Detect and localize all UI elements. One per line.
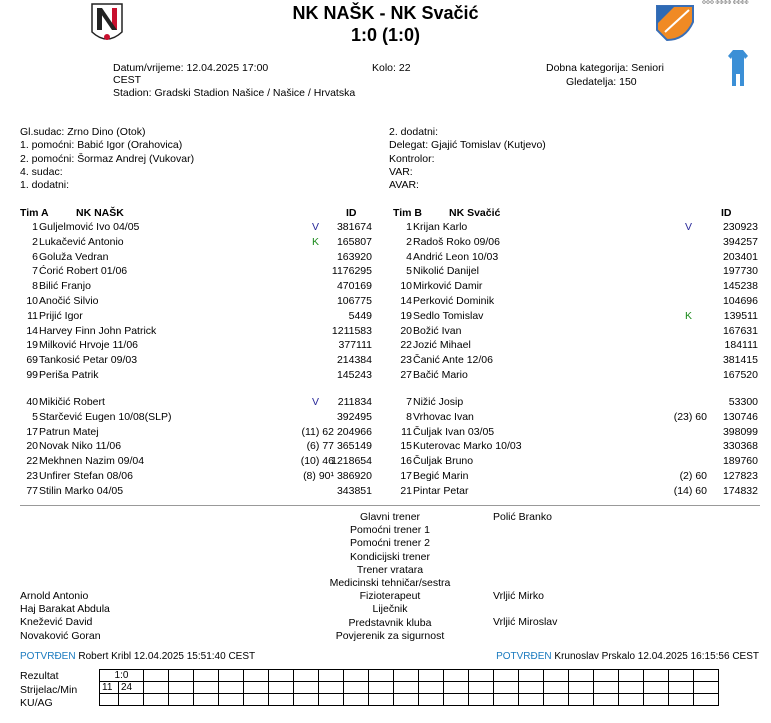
- player-name: Stilin Marko 04/05: [39, 484, 124, 497]
- player-row: [0, 396, 771, 410]
- grid-cell: [644, 682, 669, 694]
- player-name: Starčević Eugen 10/08(SLP): [39, 410, 172, 423]
- grid-cell: [644, 670, 669, 682]
- player-name: Begić Marin: [413, 470, 469, 482]
- top-right-text: ΦΦΦ ΦΦΦΦ ΦΦΦΦ: [702, 0, 749, 6]
- player-name: Prijić Igor: [39, 309, 83, 322]
- player-row: [0, 295, 771, 309]
- grid-cell: [669, 694, 694, 706]
- player-name: Periša Patrik: [39, 369, 99, 381]
- player-number: 17: [400, 470, 412, 482]
- player-number: 22: [26, 455, 38, 468]
- player-id: 214384: [336, 354, 372, 367]
- grid-cell: [569, 694, 594, 706]
- player-id: 1211583: [331, 324, 372, 337]
- grid-cell: [569, 670, 594, 682]
- grid-cell: [544, 682, 569, 694]
- player-id: 398099: [722, 425, 758, 438]
- confirm-status-left: POTVRĐEN: [20, 651, 76, 662]
- grid-cell: [144, 682, 169, 694]
- player-id: 377111: [338, 339, 372, 352]
- player-id: 1218654: [331, 455, 372, 468]
- player-number: 2: [32, 235, 38, 248]
- team-b-physio: Vrljić Mirko: [493, 590, 544, 602]
- player-id: 1176295: [331, 265, 372, 278]
- team-b-club-rep: Vrljić Miroslav: [493, 616, 558, 628]
- player-id: 53300: [728, 396, 758, 408]
- staff-role: Pomoćni trener 1: [350, 524, 430, 537]
- staff-role: Predstavnik kluba: [348, 616, 432, 629]
- player-name: Tankosić Petar 09/03: [39, 354, 138, 367]
- grid-cell: [494, 694, 519, 706]
- team-b-head-coach: Polić Branko: [493, 511, 552, 523]
- grid-cell: [694, 694, 719, 706]
- player-id: 174832: [722, 484, 758, 497]
- grid-cell: [619, 694, 644, 706]
- player-name: Unfirer Stefan 08/06: [39, 470, 133, 482]
- grid-cell: [669, 670, 694, 682]
- player-row: [0, 339, 771, 353]
- player-name: Čuljak Bruno: [413, 455, 474, 468]
- player-id: 392495: [336, 410, 372, 423]
- official-left-line: 1. pomoćni: Babić Igor (Orahovica): [20, 139, 183, 152]
- player-row: [0, 325, 771, 339]
- player-id: 127823: [722, 470, 758, 482]
- match-round: Kolo: 22: [372, 62, 411, 74]
- player-number: 10: [26, 295, 38, 307]
- player-id: 203401: [722, 250, 758, 263]
- official-right-line: VAR:: [389, 165, 413, 178]
- grid-cell: [344, 682, 369, 694]
- row-label-rezultat: Rezultat: [20, 670, 59, 682]
- player-row: [0, 411, 771, 425]
- player-row: [0, 221, 771, 235]
- staff-role: Trener vratara: [356, 563, 424, 576]
- player-name: Nikolić Danijel: [413, 265, 479, 278]
- official-left-line: 1. dodatni:: [20, 179, 70, 192]
- player-number: 2: [406, 235, 412, 248]
- grid-cell: [319, 670, 344, 682]
- player-row: [0, 251, 771, 265]
- grid-cell: [119, 694, 144, 706]
- grid-cell: [244, 670, 269, 682]
- grid-cell: 24: [119, 682, 144, 694]
- grid-cell: [169, 682, 194, 694]
- grid-cell: [269, 682, 294, 694]
- player-role-mark: V: [312, 221, 320, 233]
- grid-cell: [344, 670, 369, 682]
- player-row: [0, 369, 771, 383]
- player-name: Čanić Ante 12/06: [413, 354, 493, 367]
- player-substitution: (2) 60: [679, 470, 707, 482]
- player-substitution: (10) 46: [300, 455, 334, 468]
- grid-cell: [419, 670, 444, 682]
- player-substitution: (14) 60: [673, 484, 707, 497]
- grid-cell: [219, 694, 244, 706]
- team-b-label: Tim B: [393, 207, 422, 219]
- staff-role: Medicinski tehničar/sestra: [329, 577, 451, 589]
- player-number: 6: [32, 250, 38, 263]
- grid-cell: [169, 694, 194, 706]
- player-id: 106775: [336, 295, 372, 307]
- player-number: 7: [406, 396, 412, 408]
- player-name: Radoš Roko 09/06: [413, 235, 500, 248]
- grid-cell: [369, 670, 394, 682]
- official-right-line: Kontrolor:: [389, 152, 435, 165]
- grid-cell: 1:0: [100, 670, 144, 682]
- player-row: [0, 485, 771, 499]
- player-name: Andrić Leon 10/03: [413, 250, 499, 263]
- player-id: 365149: [336, 440, 372, 453]
- divider: [20, 505, 760, 506]
- player-name: Harvey Finn John Patrick: [39, 324, 157, 337]
- team-a-staff-name: Novaković Goran: [20, 629, 101, 642]
- grid-cell: [519, 670, 544, 682]
- player-row: [0, 280, 771, 294]
- grid-cell: [394, 694, 419, 706]
- confirm-left: [20, 651, 255, 662]
- grid-cell: [544, 670, 569, 682]
- grid-cell: [669, 682, 694, 694]
- player-name: Jozić Mihael: [413, 339, 471, 352]
- player-id: 394257: [722, 235, 758, 248]
- player-id: 204966: [336, 425, 372, 438]
- grid-cell: [519, 694, 544, 706]
- player-number: 16: [400, 455, 412, 468]
- grid-cell: [419, 682, 444, 694]
- grid-cell: [244, 682, 269, 694]
- player-substitution: (6) 77: [306, 440, 334, 453]
- official-left-line: 4. sudac:: [20, 165, 63, 178]
- player-substitution: (8) 90¹: [303, 470, 334, 482]
- player-id: 163920: [336, 250, 372, 263]
- official-right-line: 2. dodatni:: [389, 126, 439, 138]
- grid-cell: [594, 694, 619, 706]
- player-name: Čuljak Ivan 03/05: [413, 425, 495, 438]
- grid-cell: [219, 670, 244, 682]
- player-id: 167631: [722, 324, 758, 337]
- grid-cell: [219, 682, 244, 694]
- player-number: 17: [26, 425, 38, 438]
- grid-cell: [419, 694, 444, 706]
- player-name: Božić Ivan: [413, 324, 462, 337]
- player-row: [0, 265, 771, 279]
- player-number: 8: [406, 410, 412, 423]
- player-id: 145238: [722, 280, 758, 293]
- player-row: [0, 310, 771, 324]
- player-number: 4: [406, 250, 412, 263]
- player-number: 7: [32, 265, 38, 278]
- player-id: 343851: [336, 484, 372, 497]
- player-number: 11: [401, 425, 412, 438]
- team-a-label: Tim A: [20, 207, 49, 219]
- grid-cell: [194, 682, 219, 694]
- player-number: 77: [26, 484, 38, 497]
- player-row: [0, 426, 771, 440]
- player-id: 104696: [722, 295, 758, 307]
- player-name: Patrun Matej: [39, 425, 99, 438]
- grid-cell: [369, 682, 394, 694]
- player-id: 330368: [722, 440, 758, 453]
- player-name: Sedlo Tomislav: [413, 309, 484, 322]
- player-id: 386920: [336, 470, 372, 482]
- player-number: 20: [26, 440, 38, 453]
- grid-row: [100, 670, 719, 682]
- player-id: 165807: [336, 235, 372, 248]
- player-role-mark: V: [312, 396, 320, 408]
- player-name: Vrhovac Ivan: [413, 410, 474, 423]
- player-number: 11: [27, 309, 38, 322]
- official-left-line: 2. pomoćni: Šormaz Andrej (Vukovar): [20, 152, 195, 165]
- confirm-status-right: POTVRĐEN: [496, 651, 552, 662]
- grid-cell: [269, 694, 294, 706]
- confirm-left-text: Robert Kribl 12.04.2025 15:51:40 CEST: [78, 651, 256, 662]
- player-name: Goluža Vedran: [39, 250, 109, 263]
- grid-cell: [469, 670, 494, 682]
- player-number: 10: [400, 280, 412, 293]
- player-name: Krijan Karlo: [413, 221, 468, 233]
- grid-cell: [319, 682, 344, 694]
- player-name: Mekhnen Nazim 09/04: [39, 455, 145, 468]
- player-id: 5449: [348, 309, 372, 322]
- player-id: 130746: [722, 410, 758, 423]
- team-a-staff-name: Knežević David: [20, 616, 93, 629]
- player-id: 470169: [336, 280, 372, 293]
- grid-cell: [469, 682, 494, 694]
- player-name: Mikičić Robert: [39, 396, 105, 408]
- confirm-right: [496, 651, 759, 662]
- row-label-kuag: KU/AG: [20, 697, 53, 709]
- grid-row: [100, 694, 719, 706]
- official-right-line: AVAR:: [389, 179, 419, 192]
- grid-cell: [694, 682, 719, 694]
- player-id: 197730: [722, 265, 758, 278]
- staff-role: Glavni trener: [359, 511, 421, 523]
- player-number: 40: [26, 396, 38, 408]
- team-a-name: NK NAŠK: [76, 207, 124, 219]
- grid-cell: [294, 670, 319, 682]
- staff-role: Kondicijski trener: [350, 550, 430, 563]
- age-category: Dobna kategorija: Seniori: [546, 62, 664, 74]
- staff-role: Liječnik: [372, 603, 408, 616]
- player-number: 20: [400, 324, 412, 337]
- grid-cell: [294, 682, 319, 694]
- player-id: 189760: [722, 455, 758, 468]
- grid-cell: [100, 694, 119, 706]
- score-grid: [99, 669, 719, 706]
- match-datetime: Datum/vrijeme: 12.04.2025 17:00: [113, 62, 269, 74]
- player-number: 23: [400, 354, 412, 367]
- player-name: Milković Hrvoje 11/06: [39, 339, 139, 352]
- team-a-staff-name: Haj Barakat Abdula: [20, 603, 110, 616]
- grid-cell: [144, 670, 169, 682]
- player-name: Ćorić Robert 01/06: [39, 265, 128, 278]
- match-score: 1:0 (1:0): [350, 25, 421, 45]
- player-id: 145243: [336, 369, 372, 381]
- player-id: 184111: [724, 339, 758, 352]
- player-name: Guljelmović Ivo 04/05: [39, 221, 140, 233]
- player-name: Anočić Silvio: [39, 295, 99, 307]
- player-substitution: (11) 62: [301, 425, 334, 438]
- official-left-line: Gl.sudac: Zrno Dino (Otok): [20, 126, 146, 138]
- team-b-name: NK Svačić: [449, 207, 501, 219]
- player-name: Bačić Mario: [413, 369, 468, 381]
- grid-cell: [494, 670, 519, 682]
- player-number: 69: [26, 354, 38, 367]
- player-number: 5: [32, 410, 38, 423]
- match-title: NK NAŠK - NK Svačić: [292, 3, 479, 23]
- player-name: Pintar Petar: [413, 484, 469, 497]
- player-id: 167520: [722, 369, 758, 381]
- player-role-mark: K: [312, 235, 320, 248]
- grid-cell: [569, 682, 594, 694]
- player-name: Bilić Franjo: [39, 280, 91, 293]
- player-number: 8: [32, 280, 38, 293]
- player-number: 14: [400, 295, 412, 307]
- row-label-strijelac: Strijelac/Min: [20, 684, 78, 696]
- player-number: 27: [400, 369, 412, 381]
- team-a-id-header: ID: [346, 207, 357, 219]
- player-number: 14: [26, 324, 38, 337]
- player-number: 15: [400, 440, 412, 453]
- grid-cell: [444, 682, 469, 694]
- grid-cell: [594, 682, 619, 694]
- grid-cell: [319, 694, 344, 706]
- grid-cell: [269, 670, 294, 682]
- player-id: 230923: [722, 221, 758, 233]
- player-number: 22: [400, 339, 412, 352]
- grid-cell: [169, 670, 194, 682]
- player-number: 19: [26, 339, 38, 352]
- grid-cell: [194, 694, 219, 706]
- player-number: 99: [26, 369, 38, 381]
- grid-cell: [619, 682, 644, 694]
- grid-cell: [294, 694, 319, 706]
- staff-role: Fizioterapeut: [359, 590, 421, 603]
- player-id: 381674: [336, 221, 372, 233]
- player-id: 139511: [723, 309, 758, 322]
- grid-cell: [469, 694, 494, 706]
- player-number: 21: [400, 484, 412, 497]
- grid-cell: [444, 670, 469, 682]
- staff-role: Pomoćni trener 2: [350, 537, 430, 550]
- team-b-id-header: ID: [721, 207, 732, 219]
- grid-cell: [194, 670, 219, 682]
- grid-cell: [444, 694, 469, 706]
- player-number: 5: [406, 265, 412, 278]
- grid-cell: [619, 670, 644, 682]
- player-id: 381415: [722, 354, 758, 367]
- player-name: Kuterovac Marko 10/03: [413, 440, 522, 453]
- player-name: Lukačević Antonio: [39, 235, 124, 248]
- grid-cell: [394, 682, 419, 694]
- player-number: 19: [400, 309, 412, 322]
- confirm-right-text: Krunoslav Prskalo 12.04.2025 16:15:56 CEST: [554, 651, 759, 662]
- player-name: Mirković Damir: [413, 280, 483, 293]
- grid-cell: [344, 694, 369, 706]
- player-name: Novak Niko 11/06: [39, 440, 122, 453]
- grid-cell: [694, 670, 719, 682]
- grid-cell: [594, 670, 619, 682]
- player-row: [0, 455, 771, 469]
- grid-cell: [544, 694, 569, 706]
- kit-icon: [727, 48, 749, 88]
- player-row: [0, 236, 771, 250]
- grid-cell: [644, 694, 669, 706]
- player-name: Nižić Josip: [413, 396, 464, 408]
- grid-row: [100, 682, 719, 694]
- player-number: 1: [406, 221, 412, 233]
- grid-cell: [144, 694, 169, 706]
- grid-cell: [519, 682, 544, 694]
- grid-cell: [494, 682, 519, 694]
- grid-cell: [244, 694, 269, 706]
- player-name: Perković Dominik: [413, 295, 495, 307]
- grid-cell: 11: [100, 682, 119, 694]
- player-number: 1: [32, 221, 38, 233]
- player-row: [0, 440, 771, 454]
- player-role-mark: K: [685, 309, 693, 322]
- attendance: Gledatelja: 150: [566, 76, 637, 88]
- player-row: [0, 354, 771, 368]
- official-right-line: Delegat: Gjajić Tomislav (Kutjevo): [389, 139, 546, 152]
- match-timezone: CEST: [113, 74, 142, 86]
- player-number: 23: [26, 470, 38, 482]
- player-substitution: (23) 60: [673, 410, 707, 423]
- grid-cell: [369, 694, 394, 706]
- team-a-staff-name: Arnold Antonio: [20, 590, 89, 602]
- staff-role: Povjerenik za sigurnost: [335, 629, 445, 642]
- player-row: [0, 470, 771, 484]
- match-stadium: Stadion: Gradski Stadion Našice / Našice / Hrvatska: [113, 87, 356, 99]
- grid-cell: [394, 670, 419, 682]
- player-role-mark: V: [685, 221, 693, 233]
- player-id: 211834: [337, 396, 372, 408]
